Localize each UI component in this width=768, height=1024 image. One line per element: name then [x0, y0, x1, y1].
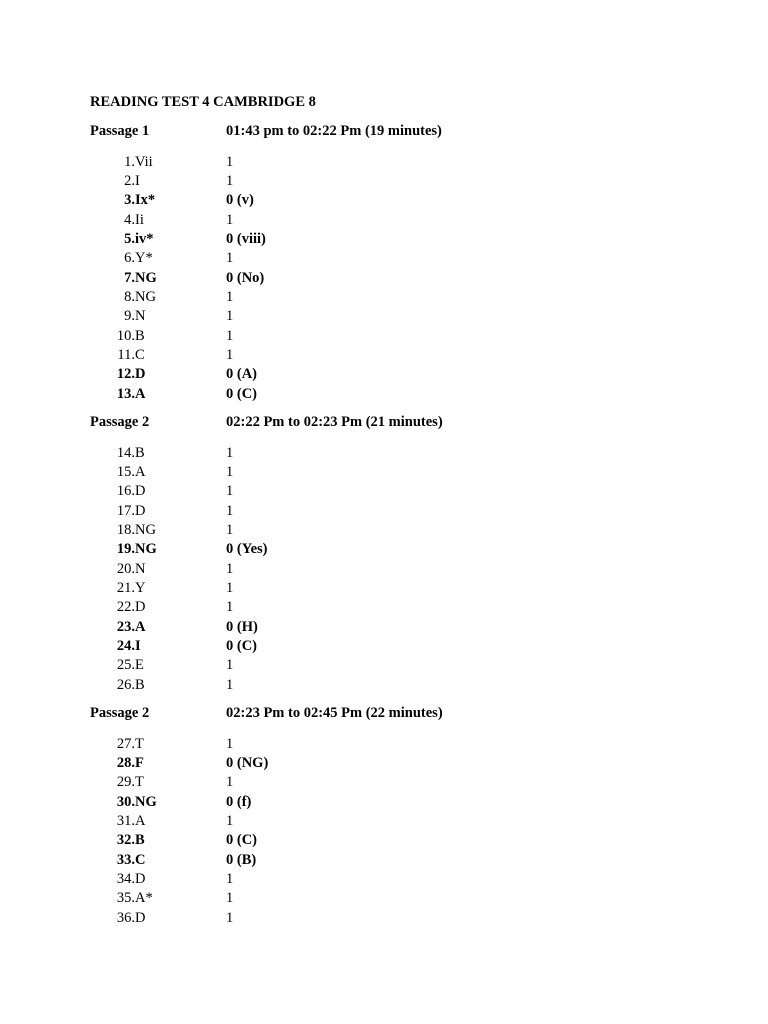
answer-text: C [135, 851, 146, 868]
passage-section [90, 123, 690, 404]
answer-row [90, 153, 690, 172]
score-text: 0 (A) [226, 366, 258, 383]
answer-row [90, 909, 690, 928]
answer-row [90, 812, 690, 831]
score-text: 1 [226, 735, 234, 752]
score-text: 1 [226, 327, 234, 344]
question-number: 5. [124, 230, 135, 247]
answer-text: A [135, 385, 146, 402]
answer-row [90, 579, 690, 598]
passage-header [90, 414, 690, 434]
score-text: 0 (C) [226, 637, 258, 654]
score-text: 1 [226, 774, 234, 791]
answer-text: D [135, 909, 146, 926]
score-text: 1 [226, 521, 234, 538]
score-text: 1 [226, 502, 234, 519]
score-text: 0 (B) [226, 851, 257, 868]
answer-text: A [135, 812, 146, 829]
score-text: 1 [226, 657, 234, 674]
question-number: 11. [117, 346, 135, 363]
answer-row [90, 676, 690, 695]
score-text: 1 [226, 172, 234, 189]
answer-row [90, 502, 690, 521]
answer-row [90, 831, 690, 850]
answer-text: NG [135, 269, 157, 286]
score-text: 1 [226, 463, 234, 480]
answer-text: I [135, 637, 141, 654]
answer-row [90, 793, 690, 812]
question-number: 13. [116, 385, 135, 402]
question-number: 24. [116, 637, 135, 654]
answer-text: A [135, 618, 146, 635]
answer-row [90, 773, 690, 792]
answer-text: A [135, 463, 146, 480]
answer-text: NG [135, 793, 157, 810]
answer-text: NG [135, 288, 156, 305]
question-number: 1. [124, 153, 135, 170]
question-number: 18. [116, 521, 135, 538]
answer-list [90, 444, 690, 695]
answer-row [90, 889, 690, 908]
question-number: 3. [124, 192, 135, 209]
score-text: 0 (f) [226, 793, 252, 810]
passage-section [90, 705, 690, 928]
answer-text: NG [135, 521, 156, 538]
score-text: 1 [226, 890, 234, 907]
answer-row [90, 365, 690, 384]
answer-text: B [135, 676, 145, 693]
question-number: 33. [116, 851, 135, 868]
answer-text: B [135, 832, 145, 849]
answer-text: N [135, 560, 146, 577]
question-number: 22. [116, 599, 135, 616]
answer-text: Y* [135, 250, 153, 267]
passage-label: Passage 2 [90, 705, 150, 721]
answer-row [90, 230, 690, 249]
score-text: 1 [226, 599, 234, 616]
answer-text: Y [135, 579, 146, 596]
score-text: 0 (H) [226, 618, 258, 635]
question-number: 9. [124, 308, 135, 325]
score-text: 1 [226, 870, 234, 887]
answer-text: D [135, 502, 146, 519]
answer-text: D [135, 483, 146, 500]
answer-text: T [135, 774, 144, 791]
score-text: 1 [226, 444, 234, 461]
answer-row [90, 191, 690, 210]
passage-header [90, 705, 690, 725]
question-number: 8. [124, 288, 135, 305]
passage-time: 02:22 Pm to 02:23 Pm (21 minutes) [226, 414, 443, 430]
answer-text: D [135, 366, 146, 383]
score-text: 1 [226, 346, 234, 363]
answer-row [90, 521, 690, 540]
answer-row [90, 851, 690, 870]
answer-text: E [135, 657, 144, 674]
answer-row [90, 754, 690, 773]
question-number: 6. [124, 250, 135, 267]
question-number: 23. [116, 618, 135, 635]
answer-text: B [135, 444, 145, 461]
score-text: 1 [226, 250, 234, 267]
score-text: 1 [226, 483, 234, 500]
question-number: 29. [116, 774, 135, 791]
passage-label: Passage 1 [90, 123, 150, 139]
answer-row [90, 870, 690, 889]
answer-text: C [135, 346, 145, 363]
passage-time: 02:23 Pm to 02:45 Pm (22 minutes) [226, 705, 443, 721]
question-number: 28. [116, 754, 135, 771]
question-number: 20. [116, 560, 135, 577]
answer-row [90, 656, 690, 675]
question-number: 4. [124, 211, 135, 228]
document-title: READING TEST 4 CAMBRIDGE 8 [90, 94, 316, 110]
passage-section [90, 414, 690, 695]
answer-text: Ii [135, 211, 144, 228]
answer-row [90, 172, 690, 191]
question-number: 35. [116, 890, 135, 907]
answer-row [90, 211, 690, 230]
answer-text: NG [135, 541, 157, 558]
answer-text: D [135, 599, 146, 616]
passage-header [90, 123, 690, 143]
answer-row [90, 327, 690, 346]
answer-text: N [135, 308, 146, 325]
answer-row [90, 560, 690, 579]
answer-text: iv* [135, 230, 154, 247]
question-number: 32. [116, 832, 135, 849]
question-number: 17. [116, 502, 135, 519]
score-text: 1 [226, 909, 234, 926]
score-text: 1 [226, 579, 234, 596]
score-text: 0 (No) [226, 269, 265, 286]
score-text: 1 [226, 812, 234, 829]
score-text: 0 (NG) [226, 754, 269, 771]
question-number: 19. [116, 541, 135, 558]
passage-time: 01:43 pm to 02:22 Pm (19 minutes) [226, 123, 442, 139]
answer-text: A* [135, 890, 153, 907]
answer-row [90, 598, 690, 617]
score-text: 1 [226, 308, 234, 325]
score-text: 0 (viii) [226, 230, 266, 247]
answer-row [90, 463, 690, 482]
score-text: 1 [226, 560, 234, 577]
score-text: 1 [226, 211, 234, 228]
answer-text: F [135, 754, 144, 771]
question-number: 27. [116, 735, 135, 752]
question-number: 31. [116, 812, 135, 829]
question-number: 34. [116, 870, 135, 887]
answer-text: Vii [135, 153, 153, 170]
answer-text: D [135, 870, 146, 887]
answer-text: T [135, 735, 144, 752]
answer-row [90, 288, 690, 307]
question-number: 30. [116, 793, 135, 810]
question-number: 14. [116, 444, 135, 461]
answer-row [90, 637, 690, 656]
answer-row [90, 346, 690, 365]
question-number: 10. [116, 327, 135, 344]
answer-text: I [135, 172, 140, 189]
question-number: 16. [116, 483, 135, 500]
question-number: 2. [124, 172, 135, 189]
answer-row [90, 735, 690, 754]
answer-row [90, 540, 690, 559]
score-text: 0 (Yes) [226, 541, 268, 558]
answer-row [90, 618, 690, 637]
answer-row [90, 385, 690, 404]
answer-row [90, 249, 690, 268]
score-text: 1 [226, 676, 234, 693]
question-number: 36. [116, 909, 135, 926]
answer-text: B [135, 327, 145, 344]
question-number: 26. [116, 676, 135, 693]
score-text: 0 (C) [226, 385, 258, 402]
question-number: 15. [116, 463, 135, 480]
answer-text: Ix* [135, 192, 156, 209]
passage-label: Passage 2 [90, 414, 150, 430]
answer-row [90, 307, 690, 326]
answer-list [90, 735, 690, 928]
question-number: 7. [124, 269, 135, 286]
score-text: 0 (C) [226, 832, 258, 849]
score-text: 1 [226, 288, 234, 305]
answer-list [90, 153, 690, 404]
question-number: 12. [116, 366, 135, 383]
question-number: 25. [116, 657, 135, 674]
score-text: 1 [226, 153, 234, 170]
question-number: 21. [116, 579, 135, 596]
answer-row [90, 482, 690, 501]
answer-row [90, 269, 690, 288]
answer-row [90, 444, 690, 463]
score-text: 0 (v) [226, 192, 254, 209]
